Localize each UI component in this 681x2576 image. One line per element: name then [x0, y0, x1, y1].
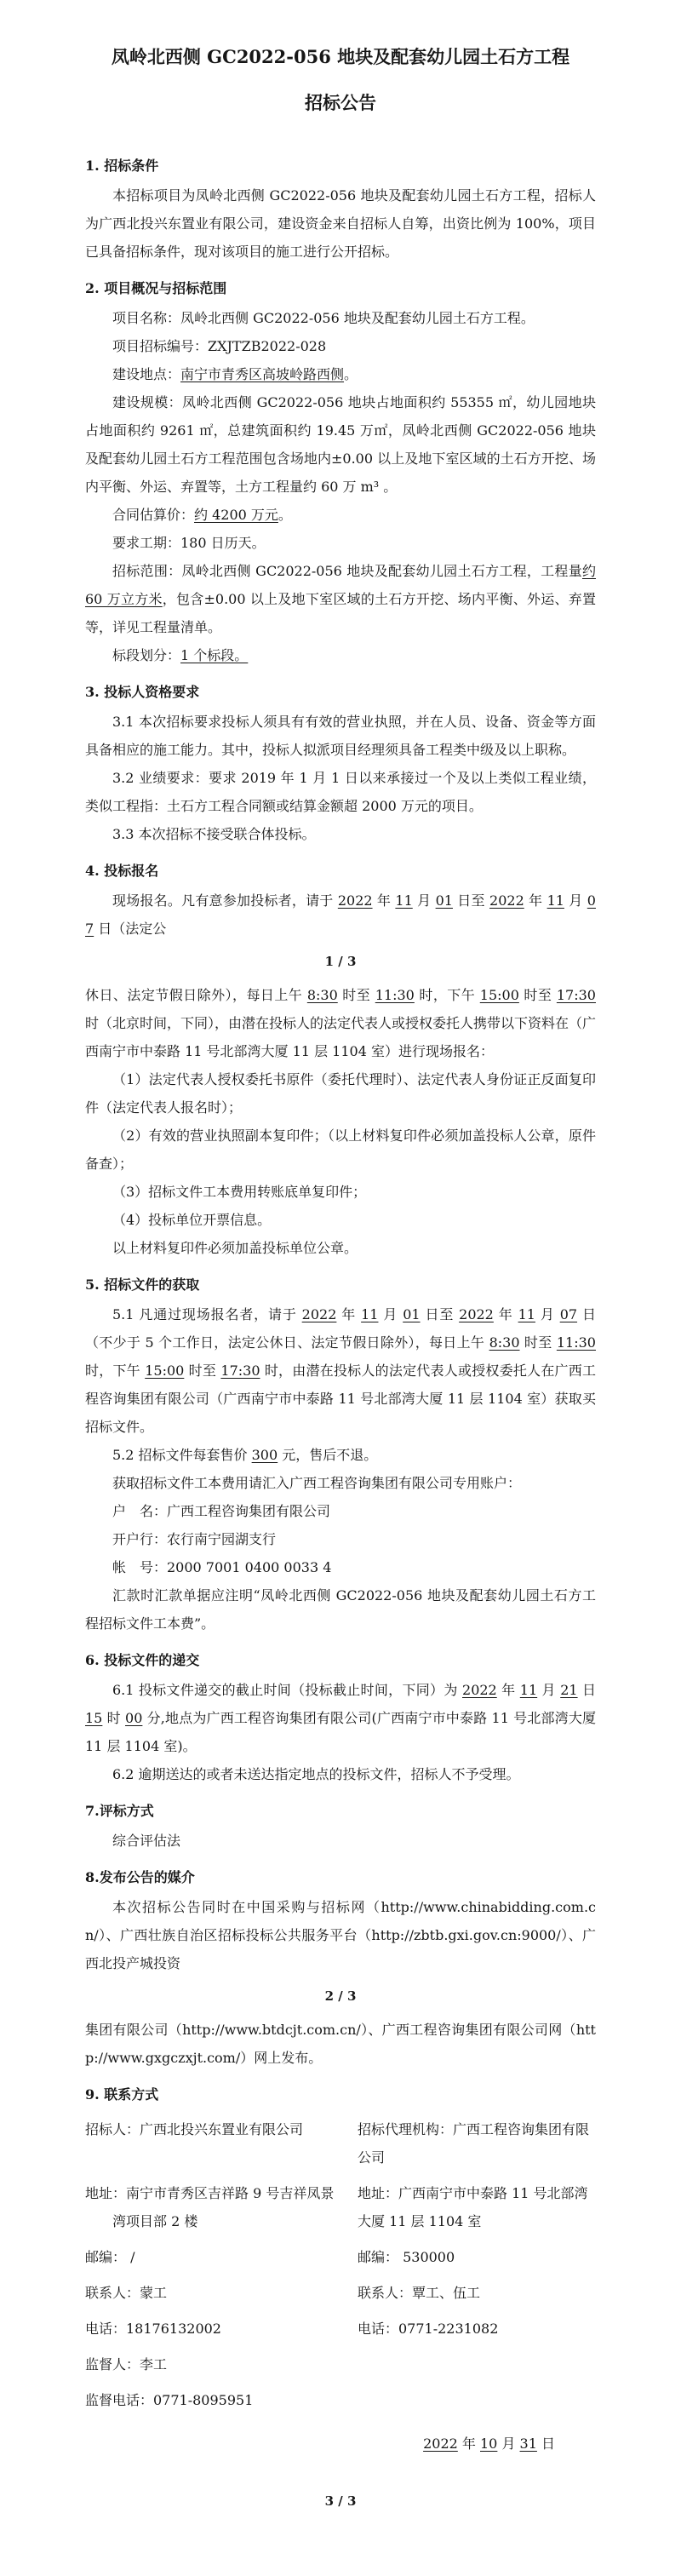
page-marker [85, 1982, 596, 2011]
contact-left: 地址：南宁市青秀区吉祥路 9 号吉祥凤景湾项目部 2 楼 [85, 2185, 335, 2229]
text-run: 。 [278, 507, 292, 523]
text-run: （1）法定代表人授权委托书原件（委托代理时）、法定代表人身份证正反面复印件（法定代表人报名时）； [85, 1071, 596, 1116]
section-heading [85, 1863, 596, 1891]
paragraph [85, 2016, 596, 2072]
text-run: 户 名：广西工程咨询集团有限公司 [112, 1503, 331, 1519]
text-run: 月 [535, 1306, 560, 1322]
text-run: 年 [336, 1306, 362, 1322]
text-run: 年 [524, 892, 547, 909]
underlined-text: 07 [559, 1306, 578, 1322]
text-run: 日 [577, 1682, 596, 1698]
text-run: 5. 招标文件的获取 [85, 1277, 200, 1293]
section-heading [85, 274, 596, 302]
text-run: 月 [564, 892, 587, 909]
text-run: 综合评估法 [112, 1833, 181, 1849]
text-run: 集团有限公司（http://www.btdcjt.com.cn/）、广西工程咨询集团有限公司网（http://www.gxgczxjt.com/）网上发布。 [85, 2022, 596, 2066]
paragraph [85, 820, 596, 848]
date-line [85, 2430, 596, 2458]
text-run: 时 [102, 1710, 126, 1726]
text-run: 建设地点： [112, 366, 181, 382]
text-run: 1. 招标条件 [85, 158, 159, 174]
section-heading [85, 1271, 596, 1299]
text-run: 4. 投标报名 [85, 863, 159, 879]
text-run: 时至 [519, 1334, 557, 1351]
contact-right: 地址：广西南宁市中泰路 11 号北部湾大厦 11 层 1104 室 [358, 2185, 588, 2229]
text-run: 现场报名。凡有意参加投标者，请于 [112, 892, 338, 909]
paragraph [85, 1525, 596, 1553]
text-run: 5.1 凡通过现场报名者，请于 [112, 1306, 302, 1322]
contact-row [85, 2179, 596, 2235]
text-run: 开户行：农行南宁园湖支行 [112, 1531, 277, 1547]
paragraph [85, 1497, 596, 1525]
paragraph [85, 886, 596, 943]
document-body [85, 152, 596, 2108]
contact-right: 电话：0771-2231082 [358, 2321, 499, 2337]
underlined-text: 300 [251, 1447, 278, 1463]
text-run: 日至 [420, 1306, 460, 1322]
text-run: 元，售后不退。 [278, 1447, 378, 1463]
text-run: 帐 号：2000 7001 0400 0033 4 [112, 1559, 332, 1575]
text-run: 6.1 投标文件递交的截止时间（投标截止时间，下同）为 [112, 1682, 463, 1698]
text-run: 1 / 3 [324, 954, 357, 969]
text-run: 时至 [337, 987, 375, 1003]
paragraph [85, 1676, 596, 1760]
underlined-text: 2022 [489, 892, 524, 909]
text-run: 合同估算价： [112, 507, 195, 523]
underlined-text: 11:30 [375, 987, 415, 1003]
paragraph [85, 1300, 596, 1441]
underlined-text: 11 [395, 892, 413, 909]
text-run: 获取招标文件工本费用请汇入广西工程咨询集团有限公司专用账户： [112, 1475, 522, 1491]
contact-right: 联系人：覃工、伍工 [358, 2285, 481, 2301]
paragraph [85, 1178, 596, 1206]
underlined-text: 8:30 [306, 987, 338, 1003]
text-run: 7.评标方式 [85, 1803, 154, 1819]
text-run: 时至 [184, 1363, 221, 1379]
paragraph [85, 529, 596, 557]
text-run: 年 [493, 1306, 518, 1322]
contact-row [85, 2350, 596, 2378]
underlined-text: 15:00 [479, 987, 519, 1003]
paragraph [85, 708, 596, 764]
underlined-text: 8:30 [489, 1334, 520, 1351]
paragraph [85, 1441, 596, 1469]
text-run: ，包含±0.00 以上及地下室区域的土石方开挖、场内平衡、外运、弃置等，详见工程量清单。 [85, 591, 596, 635]
text-run: 日至 [452, 892, 490, 909]
underlined-text: 17:30 [220, 1363, 260, 1379]
underlined-text: 南宁市青秀区高坡岭路西侧 [180, 366, 345, 382]
underlined-text: 15:00 [145, 1363, 185, 1379]
contact-row [85, 2315, 596, 2343]
text-run: 本次招标公告同时在中国采购与招标网（http://www.chinabidding.com.cn/）、广西壮族自治区招标投标公共服务平台（http://zbtb.gxi.gov.cn:9000/）、广西北投产城投资 [85, 1899, 596, 1971]
paragraph [85, 501, 596, 529]
contact-left: 邮编： / [85, 2249, 135, 2265]
section-heading [85, 1797, 596, 1825]
document-title-line2: 招标公告 [305, 92, 376, 113]
paragraph [85, 1760, 596, 1788]
text-run: 月 [537, 1682, 561, 1698]
underlined-text: 11 [547, 892, 564, 909]
text-run: 分,地点为广西工程咨询集团有限公司(广西南宁市中泰路 11 号北部湾大厦 11 层 1104 室)。 [85, 1710, 596, 1754]
text-run: 以上材料复印件必须加盖投标单位公章。 [112, 1240, 358, 1256]
text-run: 2 / 3 [324, 1988, 357, 2004]
text-run: 项目招标编号：ZXJTZB2022-028 [112, 338, 327, 354]
underlined-text: 17:30 [556, 987, 596, 1003]
text-run: 月 [412, 892, 436, 909]
page-marker-bottom: 3 / 3 [324, 2493, 357, 2509]
contact-right: 邮编： 530000 [358, 2249, 455, 2265]
underlined-text: 2022 [337, 892, 373, 909]
text-run: 月 [378, 1306, 403, 1322]
underlined-text: 31 [519, 2435, 537, 2452]
text-run: 5.2 招标文件每套售价 [112, 1447, 252, 1463]
paragraph [85, 1206, 596, 1234]
underlined-text: 11 [519, 1682, 538, 1698]
text-run: 休日、法定节假日除外），每日上午 [85, 987, 307, 1003]
contact-row [85, 2279, 596, 2307]
underlined-text: 2022 [459, 1306, 494, 1322]
text-run: （2）有效的营业执照副本复印件；（以上材料复印件必须加盖投标人公章，原件备查）； [85, 1127, 596, 1172]
contact-row [85, 2243, 596, 2271]
text-run: 3.3 本次招标不接受联合体投标。 [112, 826, 316, 842]
contact-left: 联系人：蒙工 [85, 2285, 168, 2301]
text-run: 2. 项目概况与招标范围 [85, 280, 227, 296]
text-run: 日（法定公 [94, 921, 167, 937]
paragraph [85, 1581, 596, 1638]
text-run: 汇款时汇款单据应注明“凤岭北西侧 GC2022-056 地块及配套幼儿园土石方工程招标文件工本费”。 [85, 1587, 596, 1632]
paragraph [85, 981, 596, 1065]
page-marker [85, 948, 596, 976]
underlined-text: 约 4200 万元 [194, 507, 278, 523]
underlined-text: 11 [361, 1306, 379, 1322]
paragraph [85, 641, 596, 669]
section-heading [85, 857, 596, 885]
text-run: 8.发布公告的媒介 [85, 1869, 195, 1885]
contact-left: 监督电话：0771-8095951 [85, 2392, 254, 2408]
section-heading [85, 1646, 596, 1674]
text-run: 标段划分： [112, 647, 181, 663]
text-run: 本招标项目为凤岭北西侧 GC2022-056 地块及配套幼儿园土石方工程，招标人为广西北投兴东置业有限公司，建设资金来自招标人自筹，出资比例为 100%，项目已具备招标条件，现对该项目的施工进行公开招标。 [85, 187, 596, 260]
text-run: （4）投标单位开票信息。 [112, 1212, 272, 1228]
underlined-text: 11 [518, 1306, 535, 1322]
text-run: 日 [536, 2435, 555, 2452]
paragraph [85, 1893, 596, 1977]
text-run: 时，由潜在投标人的法定代表人或授权委托人在广西工程咨询集团有限公司（广西南宁市中泰路 11 号北部湾大厦 11 层 1104 室）获取买招标文件。 [85, 1363, 596, 1435]
paragraph [85, 764, 596, 820]
paragraph [85, 388, 596, 501]
text-run: 项目名称：凤岭北西侧 GC2022-056 地块及配套幼儿园土石方工程。 [112, 310, 535, 326]
contact-left: 电话：18176132002 [85, 2321, 221, 2337]
text-run: 时（北京时间，下同），由潜在投标人的法定代表人或授权委托人携带以下资料在（广西南宁市中泰路 11 号北部湾大厦 11 层 1104 室）进行现场报名： [85, 1015, 597, 1059]
paragraph [85, 304, 596, 332]
text-run: 月 [497, 2435, 520, 2452]
paragraph [85, 360, 596, 388]
contact-right [358, 2350, 596, 2378]
text-run: 时，下午 [414, 987, 480, 1003]
underlined-text: 2022 [301, 1306, 337, 1322]
text-run: 要求工期：180 日历天。 [112, 535, 266, 551]
text-run: 。 [344, 366, 358, 382]
text-run: 6.2 逾期送达的或者未送达指定地点的投标文件，招标人不予受理。 [112, 1766, 520, 1782]
contact-left: 监督人：李工 [85, 2356, 168, 2372]
text-run: 年 [372, 892, 396, 909]
underlined-text: 2022 [423, 2435, 458, 2452]
contact-left: 招标人：广西北投兴东置业有限公司 [85, 2121, 304, 2137]
underlined-text: 07 [85, 892, 596, 937]
paragraph [85, 1469, 596, 1497]
contacts-section [85, 2115, 596, 2414]
underlined-text: 15 [85, 1710, 103, 1726]
paragraph [85, 332, 596, 360]
underlined-text: 01 [403, 1306, 421, 1322]
underlined-text: 01 [435, 892, 453, 909]
underlined-text: 约 60 万立方米 [85, 563, 596, 607]
contact-right [358, 2386, 596, 2414]
paragraph [85, 1827, 596, 1855]
paragraph [85, 1122, 596, 1178]
text-run: 年 [496, 1682, 520, 1698]
text-run: 3.2 业绩要求：要求 2019 年 1 月 1 日以来承接过一个及以上类似工程业绩，类似工程指：土石方工程合同额或结算金额超 2000 万元的项目。 [85, 770, 596, 814]
text-run: 9. 联系方式 [85, 2086, 159, 2103]
text-run: 招标范围：凤岭北西侧 GC2022-056 地块及配套幼儿园土石方工程，工程量 [112, 563, 582, 579]
contact-row [85, 2115, 596, 2172]
text-run: 6. 投标文件的递交 [85, 1652, 200, 1668]
paragraph [85, 557, 596, 641]
text-run: 3.1 本次招标要求投标人须具有有效的营业执照，并在人员、设备、资金等方面具备相应的施工能力。其中，投标人拟派项目经理须具备工程类中级及以上职称。 [85, 714, 596, 758]
text-run: 时，下午 [85, 1363, 146, 1379]
contact-right: 招标代理机构：广西工程咨询集团有限公司 [358, 2121, 590, 2166]
underlined-text: 21 [560, 1682, 578, 1698]
underlined-text: 2022 [462, 1682, 497, 1698]
text-run: 3. 投标人资格要求 [85, 684, 200, 700]
text-run: 时至 [518, 987, 557, 1003]
underlined-text: 1 个标段。 [180, 647, 249, 663]
underlined-text: 00 [125, 1710, 143, 1726]
section-heading [85, 678, 596, 706]
document-title-line1: 凤岭北西侧 GC2022-056 地块及配套幼儿园土石方工程 [111, 46, 570, 67]
underlined-text: 11:30 [556, 1334, 596, 1351]
text-run: 年 [457, 2435, 480, 2452]
section-heading [85, 2080, 596, 2108]
text-run: 日（不少于 5 个工作日，法定公休日、法定节假日除外），每日上午 [85, 1306, 596, 1351]
text-run: （3）招标文件工本费用转账底单复印件； [112, 1184, 367, 1200]
paragraph [85, 181, 596, 266]
section-heading [85, 152, 596, 180]
paragraph [85, 1065, 596, 1122]
contact-row [85, 2386, 596, 2414]
paragraph [85, 1234, 596, 1262]
paragraph [85, 1553, 596, 1581]
underlined-text: 10 [480, 2435, 498, 2452]
text-run: 建设规模：凤岭北西侧 GC2022-056 地块占地面积约 55355 ㎡，幼儿园地块占地面积约 9261 ㎡，总建筑面积约 19.45 万㎡，凤岭北西侧 GC2022-056 地块及配套幼儿园土石方工程范围包含场地内±0.00 以上及地下室区域的土石方开挖、场内平衡、外运、弃置等，土方工程量约 60 万 m³ 。 [85, 394, 596, 495]
